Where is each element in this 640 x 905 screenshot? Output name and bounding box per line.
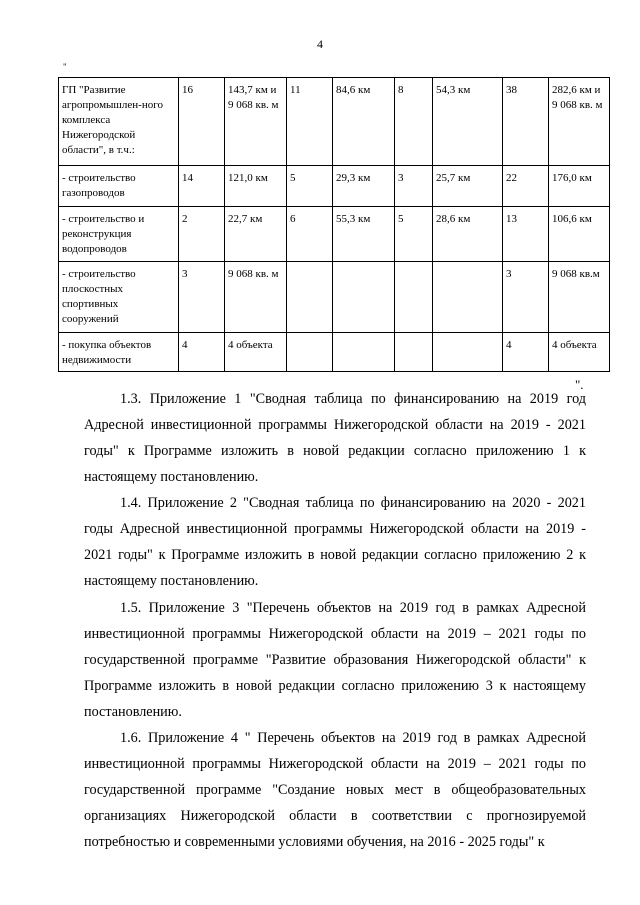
table-cell: 22,7 км: [225, 207, 287, 262]
table-cell: 106,6 км: [549, 207, 610, 262]
table-cell: 8: [395, 78, 433, 166]
table-row: [59, 262, 610, 333]
table-cell: [433, 333, 503, 372]
table-cell: 14: [179, 166, 225, 207]
table-cell: 29,3 км: [333, 166, 395, 207]
table-cell: 282,6 км и 9 068 кв. м: [549, 78, 610, 166]
table-cell: 9 068 кв.м: [549, 262, 610, 333]
table-cell: [333, 262, 395, 333]
page-number: 4: [317, 37, 323, 51]
paragraph-1-6: 1.6. Приложение 4 " Перечень объектов на 2019 год в рамках Адресной инвестиционной программы Нижегородской области на 2019 – 2021 годы по государственной программе "Создание новых мест в общеобразовательных организациях Нижегородской области в соответствии с прогнозируемой потребностью и современными условиями обучения, на 2016 - 2025 годы" к: [84, 730, 586, 850]
table-cell: [287, 262, 333, 333]
table-cell: 28,6 км: [433, 207, 503, 262]
table-row: [59, 166, 610, 207]
table-cell: 4 объекта: [549, 333, 610, 372]
table-cell: ГП "Развитие агропромышлен-ного комплекса Нижегородской области", в т.ч.:: [59, 78, 179, 166]
paragraph-1-4: 1.4. Приложение 2 "Сводная таблица по финансированию на 2020 - 2021 годы Адресной инвестиционной программы Нижегородской области на 2019 - 2021 годы" к Программе изложить в новой редакции согласно приложению 2 к настоящему постановлению.: [84, 495, 586, 589]
open-quote-mark: ": [63, 62, 67, 72]
table-cell: 121,0 км: [225, 166, 287, 207]
table-cell: 84,6 км: [333, 78, 395, 166]
table-cell: [287, 333, 333, 372]
table-cell: - строительство плоскостных спортивных сооружений: [59, 262, 179, 333]
table-cell: [395, 262, 433, 333]
table-cell: 3: [503, 262, 549, 333]
table-cell: 16: [179, 78, 225, 166]
paragraph-1-3: 1.3. Приложение 1 "Сводная таблица по финансированию на 2019 год Адресной инвестиционной программы Нижегородской области на 2019 - 2021 годы" к Программе изложить в новой редакции согласно приложению 1 к настоящему постановлению.: [84, 391, 586, 485]
table-row: [59, 333, 610, 372]
table-cell: 25,7 км: [433, 166, 503, 207]
table-cell: 2: [179, 207, 225, 262]
table-cell: 9 068 кв. м: [225, 262, 287, 333]
table-cell: [333, 333, 395, 372]
table-cell: 3: [395, 166, 433, 207]
table-row: [59, 78, 610, 166]
table-cell: - строительство и реконструкция водопроводов: [59, 207, 179, 262]
table-cell: 4: [179, 333, 225, 372]
table-cell: [433, 262, 503, 333]
table-cell: 5: [287, 166, 333, 207]
table-cell: 13: [503, 207, 549, 262]
table-cell: - покупка объектов недвижимости: [59, 333, 179, 372]
table-cell: 176,0 км: [549, 166, 610, 207]
table-cell: 5: [395, 207, 433, 262]
table-cell: [395, 333, 433, 372]
program-table: [58, 77, 610, 372]
table-cell: 22: [503, 166, 549, 207]
table-cell: 143,7 км и 9 068 кв. м: [225, 78, 287, 166]
close-quote-mark: ".: [575, 377, 584, 392]
table-cell: 11: [287, 78, 333, 166]
table-cell: 3: [179, 262, 225, 333]
table-cell: 38: [503, 78, 549, 166]
table-row: [59, 207, 610, 262]
table-cell: 4 объекта: [225, 333, 287, 372]
table-cell: 54,3 км: [433, 78, 503, 166]
table-cell: 55,3 км: [333, 207, 395, 262]
paragraph-1-5: 1.5. Приложение 3 "Перечень объектов на 2019 год в рамках Адресной инвестиционной программы Нижегородской области на 2019 – 2021 годы по государственной программе "Развитие образования Нижегородской области" к Программе изложить в новой редакции согласно приложению 3 к настоящему постановлению.: [84, 600, 586, 720]
table-cell: 4: [503, 333, 549, 372]
table-cell: 6: [287, 207, 333, 262]
table-cell: - строительство газопроводов: [59, 166, 179, 207]
